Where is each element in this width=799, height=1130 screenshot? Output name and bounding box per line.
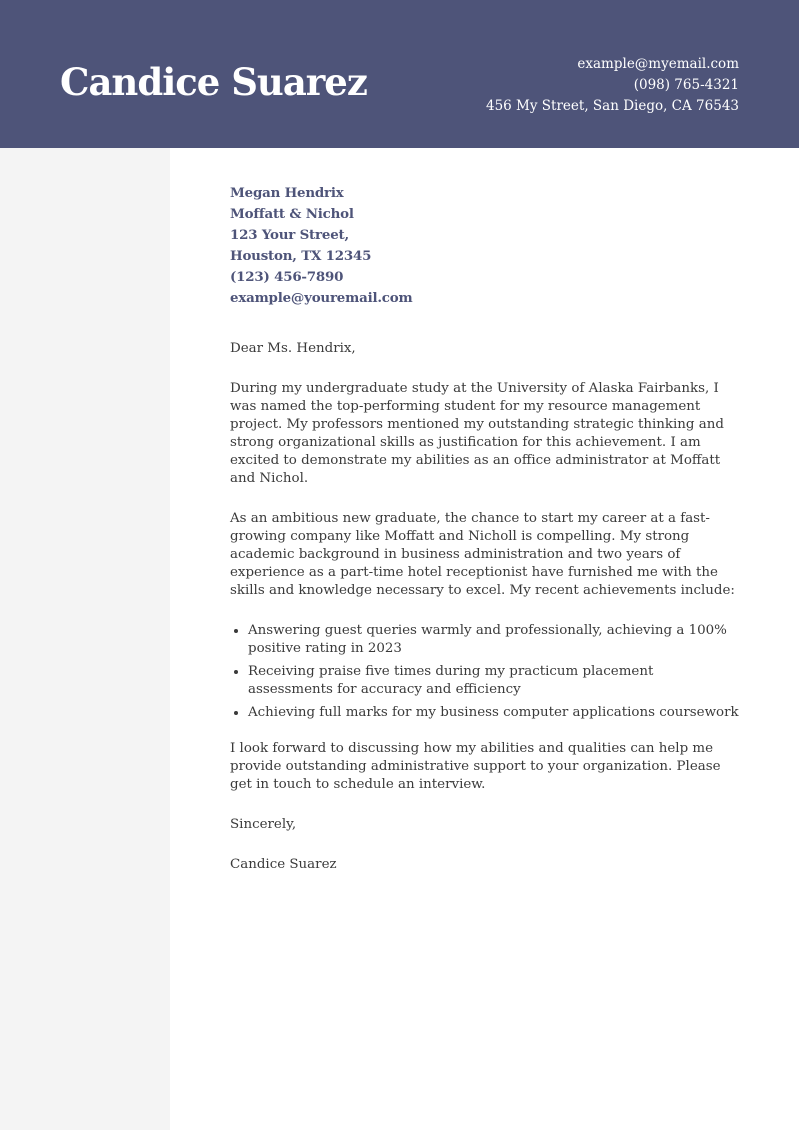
sender-address: 456 My Street, San Diego, CA 76543: [486, 98, 739, 114]
sender-phone: (098) 765-4321: [633, 77, 739, 93]
recipient-street: 123 Your Street,: [230, 227, 349, 243]
recipient-block: [230, 183, 740, 309]
achievement-item: • Achieving full marks for my business computer applications coursework: [248, 704, 740, 722]
achievement-item: • Receiving praise five times during my practicum placement assessments for accuracy and efficiency: [248, 663, 740, 699]
sender-contact: [486, 54, 739, 117]
paragraph-intro: During my undergraduate study at the University of Alaska Fairbanks, I was named the top-performing student for my resource management project. My professors mentioned my outstanding strategic thinking and strong organizational skills as justification for this achievement. I am excited to demonstrate my abilities as an office administrator at Moffatt and Nichol.: [230, 381, 724, 486]
recipient-name: Megan Hendrix: [230, 185, 344, 201]
recipient-company: Moffatt & Nichol: [230, 206, 354, 222]
salutation: Dear Ms. Hendrix,: [230, 341, 356, 356]
recipient-phone: (123) 456-7890: [230, 269, 344, 285]
signature-name: Candice Suarez: [230, 857, 337, 872]
recipient-city: Houston, TX 12345: [230, 248, 372, 264]
paragraph-motivation: As an ambitious new graduate, the chance to start my career at a fast-growing company like Moffatt and Nicholl is compelling. My strong academic background in business administration and two years of experience as a part-time hotel receptionist have furnished me with the skills and knowledge necessary to excel. My recent achievements include:: [230, 511, 735, 598]
letter-body: [230, 183, 740, 874]
sender-email: example@myemail.com: [577, 56, 739, 72]
sender-name: Candice Suarez: [60, 60, 367, 104]
achievements-list: [230, 622, 740, 722]
achievement-item: • Answering guest queries warmly and professionally, achieving a 100% positive rating in 2023: [248, 622, 740, 658]
closing-line: Sincerely,: [230, 817, 297, 832]
header-banner: [0, 0, 799, 148]
left-sidebar: [0, 148, 170, 1130]
recipient-email: example@youremail.com: [230, 290, 413, 306]
paragraph-closing: I look forward to discussing how my abilities and qualities can help me provide outstanding administrative support to your organization. Please get in touch to schedule an interview.: [230, 741, 721, 792]
